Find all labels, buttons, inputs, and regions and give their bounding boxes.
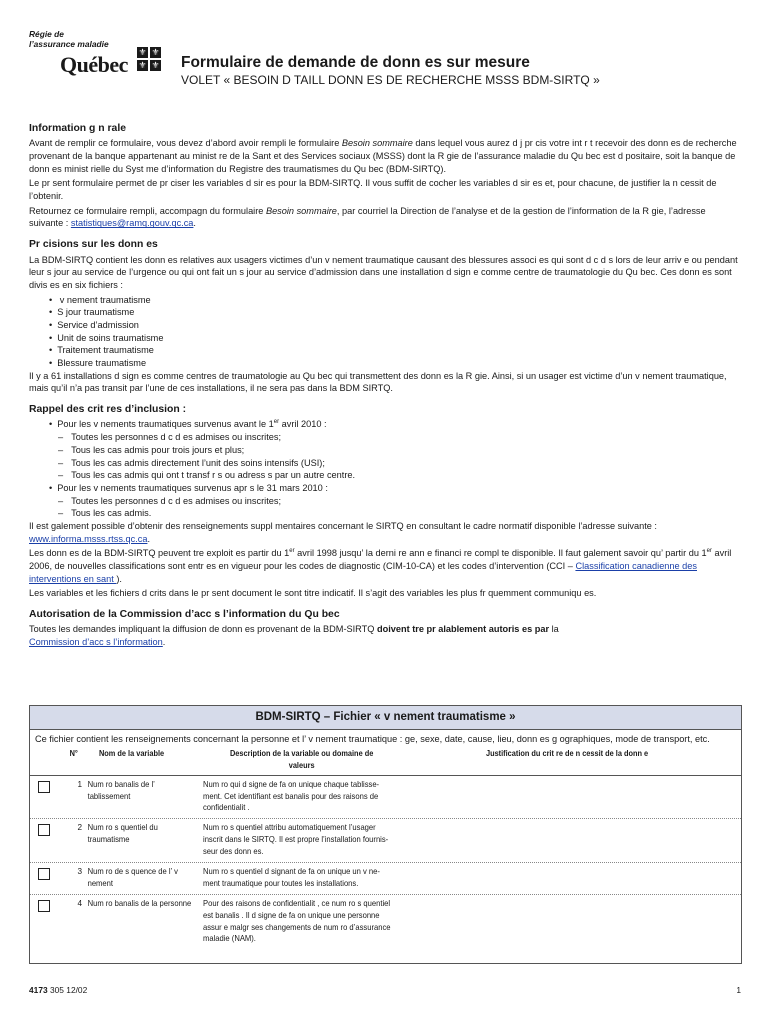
variable-number: 1	[77, 779, 82, 789]
table-row	[30, 775, 741, 819]
email-link[interactable]: statistiques@ramq.gouv.qc.ca	[70, 218, 194, 229]
list-item: • Unit de soins traumatisme	[49, 332, 741, 345]
section-inclusion-criteria	[29, 403, 741, 600]
table-header	[30, 748, 741, 771]
section-heading: Information g n rale	[29, 123, 126, 134]
section-heading: Rappel des crit res d’inclusion :	[29, 404, 187, 416]
form-instructions	[29, 122, 741, 657]
paragraph: Avant de remplir ce formulaire, vous devez d’abord avoir rempli le formulaire Besoin sommaire dans lequel vous aurez d j pr cis votre int r t recevoir des donn es de recherche provenant de la banque appartenant au minist re de la Sant et des Services sociaux (MSSS) dont la R gie de l’assurance maladie du Qu bec est d positaire, soit la banque de donn es minist rielle du Syst me d’information du Registre des traumatismes du Qu bec (BDM-SIRTQ).	[29, 138, 737, 174]
criteria-list	[29, 418, 741, 431]
file-list	[29, 294, 741, 370]
paragraph: Les donn es de la BDM-SIRTQ peuvent tre exploit es partir du 1er avril 1998 jusqu’ la derni re ann e financi re compl te disponible. Il faut galement savoir qu’ partir du 1er avril 2006, de nouvelles classifications sont entr es en vigueur pour les codes de diagnostic (CIM-10-CA) et les codes d’intervention (CCI – Classification canadienne des interventions en sant ).	[29, 548, 732, 584]
list-item: – Tous les cas admis.	[58, 507, 741, 520]
list-item: • Pour les v nements traumatiques survenus avant le 1er avril 2010 :	[49, 418, 741, 431]
paragraph: Il est galement possible d’obtenir des renseignements suppl mentaires concernant le SIRTQ en consultant le cadre normatif disponible l’adresse suivante : www.informa.msss.rtss.qc.ca.	[29, 520, 657, 544]
variable-description: Pour des raisons de confidentialit , ce num ro s quentiel est banalis . Il d signe de fa on unique une personne assur e malgr ses changements de num ro d’assurance maladie (NAM).	[203, 898, 391, 944]
column-header-variable-name: Nom de la variable	[98, 748, 165, 759]
paragraph: Les variables et les fichiers d crits dans le pr sent document le sont titre indicatif. Il s’agit des variables les plus fr quemment communiqu es.	[29, 588, 597, 599]
variable-description: Num ro qui d signe de fa on unique chaque tablisse-ment. Cet identifiant est banalis pour des raisons de confidentialit .	[203, 779, 380, 813]
paragraph: Toutes les demandes impliquant la diffusion de donn es provenant de la BDM-SIRTQ doivent tre pr alablement autoris es par la Commission d’acc s l’information.	[29, 624, 559, 648]
form-code: 4173	[29, 985, 48, 995]
variable-description: Num ro s quentiel d signant de fa on unique un v ne-ment traumatique pour toutes les installations.	[203, 866, 380, 888]
list-item: • S jour traumatisme	[49, 306, 741, 319]
table-box-title: BDM-SIRTQ – Fichier « v nement traumatisme »	[30, 706, 741, 730]
variable-number: 4	[77, 898, 82, 908]
section-heading: Autorisation de la Commission d’acc s l’information du Qu bec	[29, 609, 340, 621]
list-item: – Tous les cas admis directement l’unit des soins intensifs (USI);	[58, 457, 741, 470]
variable-number: 3	[77, 866, 82, 876]
list-item: – Tous les cas admis qui ont t transf r s ou adress s par un autre centre.	[58, 469, 741, 482]
form-date: 12/02	[66, 985, 88, 995]
paragraph: La BDM-SIRTQ contient les donn es relatives aux usagers victimes d’un v nement traumatique causant des blessures associ es qui sont d c d s lors de leur arriv e ou pendant leur s jour au service de l’urgence ou qui ont fait un s jour au service d’admission dans une installation d sign e comme centre de traumatologie du Qu bec. Ces donn es sont divis es en six fichiers :	[29, 254, 738, 290]
column-header-number: N°	[69, 748, 78, 759]
commission-link[interactable]: Commission d’acc s l’information	[29, 637, 163, 648]
form-title: Formulaire de demande de donn es sur mesure	[181, 54, 530, 71]
list-item: • Traitement traumatisme	[49, 344, 741, 357]
variable-checkbox[interactable]	[38, 824, 50, 836]
paragraph: Il y a 61 installations d sign es comme centres de traumatologie au Qu bec qui transmettent des donn es la R gie. Ainsi, si un usager est victime d’un v nement traumatique, mais qu’il n’a pas transit par l’une de ces installations, il ne sera pas dans la BDM SIRTQ.	[29, 370, 727, 394]
list-item: – Tous les cas admis pour trois jours et plus;	[58, 444, 741, 457]
table-box-description: Ce fichier contient les renseignements concernant la personne et l’ v nement traumatique : ge, sexe, date, cause, lieu, donn es g ographiques, mode de transport, etc.	[35, 734, 710, 744]
cci-link[interactable]: Classification canadienne des interventions en sant	[29, 561, 697, 584]
section-heading: Pr cisions sur les donn es	[29, 239, 158, 251]
variable-checkbox[interactable]	[38, 781, 50, 793]
section-authorization	[29, 608, 741, 649]
org-line1: Régie de	[29, 29, 64, 39]
criteria-list	[29, 482, 741, 495]
list-item: • v nement traumatisme	[49, 294, 741, 307]
form-subtitle: VOLET « BESOIN D TAILL DONN ES DE RECHERCHE MSSS BDM-SIRTQ »	[181, 73, 600, 87]
variable-name: Num ro banalis de l’ tablissement	[87, 779, 155, 801]
table-row	[30, 818, 741, 862]
form-version: 305	[49, 985, 64, 995]
fleur-de-lis-flag-icon: ⚜ ⚜ ⚜ ⚜	[138, 47, 160, 70]
paragraph: Le pr sent formulaire permet de pr ciser les variables d sir es pour la BDM-SIRTQ. Il vous suffit de cocher les variables d sir es et, pour chacune, de justifier la n cessit de l’obtenir.	[29, 178, 717, 202]
variable-checkbox[interactable]	[38, 868, 50, 880]
table-row	[30, 862, 741, 894]
organization-name	[29, 30, 109, 49]
list-item: – Toutes les personnes d c d es admises ou inscrites;	[58, 431, 741, 444]
org-line2: l’assurance maladie	[29, 38, 109, 49]
variable-name: Num ro banalis de la personne	[87, 898, 192, 908]
criteria-sublist	[29, 431, 741, 482]
variable-name: Num ro s quentiel du traumatisme	[87, 823, 158, 845]
page-number: 1	[736, 985, 741, 995]
list-item: • Pour les v nements traumatiques survenus apr s le 31 mars 2010 :	[49, 482, 741, 495]
table-body	[30, 775, 741, 950]
variable-description: Num ro s quentiel attribu automatiquement l’usager inscrit dans le SIRTQ. Il est propre l’installation fournis-seur des donn es.	[203, 823, 389, 857]
criteria-sublist	[29, 495, 741, 520]
variable-checkbox[interactable]	[38, 900, 50, 912]
quebec-logo-text: Québec	[60, 52, 128, 77]
variable-name: Num ro de s quence de l’ v nement	[87, 866, 178, 888]
variable-number: 2	[77, 823, 82, 833]
column-header-description: Description de la variable ou domaine de valeurs	[229, 748, 374, 771]
list-item: • Blessure traumatisme	[49, 357, 741, 370]
informa-link[interactable]: www.informa.msss.rtss.qc.ca	[29, 533, 148, 544]
column-header-justification: Justification du crit re de n cessit de la donn e	[485, 748, 649, 759]
section-general-information	[29, 122, 741, 230]
variables-table-box	[29, 705, 742, 964]
page-footer	[29, 985, 741, 997]
table-row	[30, 894, 741, 950]
section-precisions	[29, 238, 741, 395]
list-item: – Toutes les personnes d c d es admises ou inscrites;	[58, 495, 741, 508]
list-item: • Service d’admission	[49, 319, 741, 332]
paragraph: Retournez ce formulaire rempli, accompagn du formulaire Besoin sommaire, par courriel la Direction de l’analyse et de la gestion de l’information de la R gie, l’adresse suivante : statistiques@ramq.gouv.qc.ca.	[29, 205, 706, 229]
